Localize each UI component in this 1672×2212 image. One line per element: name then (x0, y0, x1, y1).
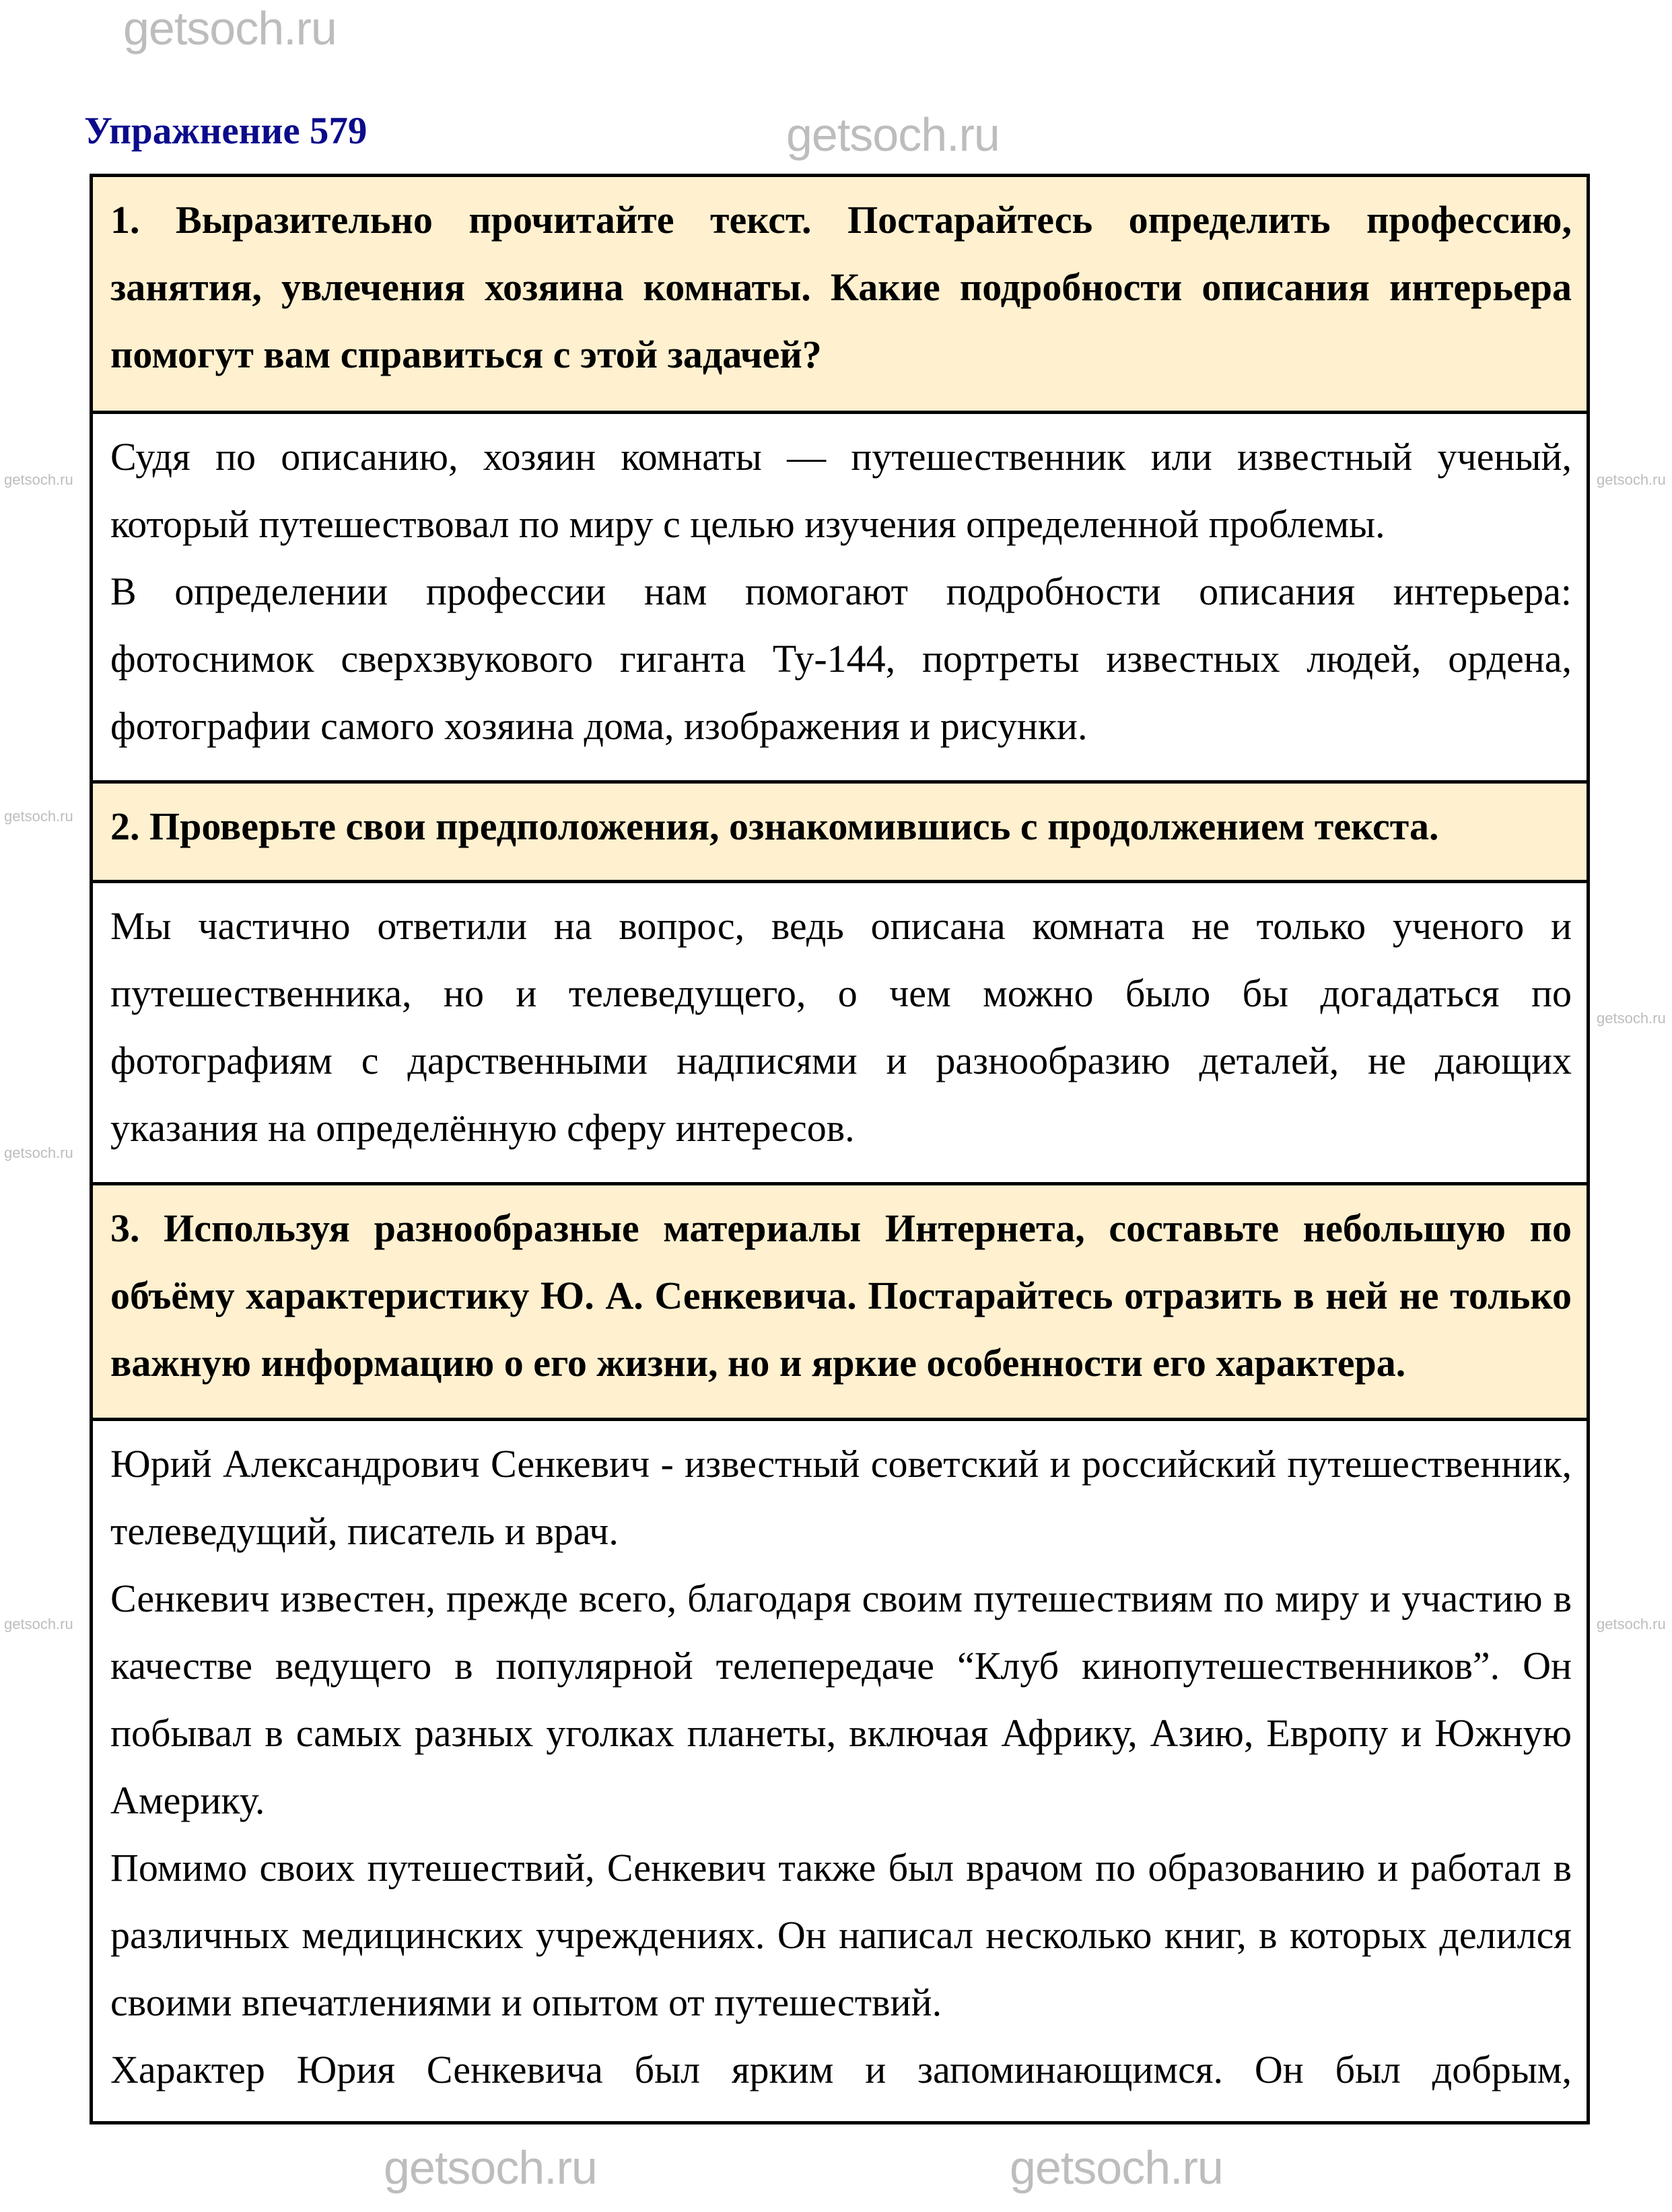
watermark: getsoch.ru (384, 2141, 597, 2194)
answer-paragraph: Сенкевич известен, прежде всего, благодаря своим путешествиям по миру и участию в качестве ведущего в популярной телепередаче “Клуб кинопутешественников”. Он побывал в самых разных уголках планеты, включая Африку, Азию, Европу и Южную Америку. (110, 1577, 1572, 1822)
answer-paragraph: В определении профессии нам помогают подробности описания интерьера: фотоснимок сверхзвукового гиганта Ту-144, портреты известных людей, ордена, фотографии самого хозяина дома, изображения и рисунки. (110, 569, 1572, 748)
watermark: getsoch.ru (786, 108, 1000, 161)
watermark: getsoch.ru (1597, 471, 1666, 488)
question-cell-1 (93, 177, 1587, 414)
answer-paragraph: Мы частично ответили на вопрос, ведь описана комната не только ученого и путешественника, но и телеведущего, о чем можно было бы догадаться по фотографиям с дарственными надписями и разнообразию деталей, не дающих указания на определённую сферу интересов. (110, 904, 1572, 1150)
question-text-2: 2. Проверьте свои предположения, ознакомившись с продолжением текста. (110, 804, 1439, 848)
answer-cell-2 (93, 883, 1587, 1185)
answer-paragraph: Помимо своих путешествий, Сенкевич также был врачом по образованию и работал в различных медицинских учреждениях. Он написал несколько книг, в которых делился своими впечатлениями и опытом от путешествий. (110, 1846, 1572, 2024)
watermark: getsoch.ru (1597, 1010, 1666, 1027)
question-text-3: 3. Используя разнообразные материалы Интернета, составьте небольшую по объёму характеристику Ю. А. Сенкевича. Постарайтесь отразить в ней не только важную информацию о его жизни, но и яркие особенности его характера. (110, 1206, 1572, 1385)
watermark: getsoch.ru (123, 2, 337, 55)
answer-cell-3 (93, 1421, 1587, 2124)
watermark: getsoch.ru (1010, 2141, 1223, 2194)
exercise-table (90, 174, 1590, 2124)
watermark: getsoch.ru (4, 1144, 73, 1161)
watermark: getsoch.ru (4, 1616, 73, 1632)
question-text-1: 1. Выразительно прочитайте текст. Постарайтесь определить профессию, занятия, увлечения хозяина комнаты. Какие подробности описания интерьера помогут вам справиться с этой задачей? (110, 198, 1572, 376)
exercise-title: Упражнение 579 (84, 110, 368, 152)
answer-paragraph: Юрий Александрович Сенкевич - известный советский и российский путешественник, телеведущий, писатель и врач. (110, 1442, 1572, 1553)
watermark: getsoch.ru (4, 808, 73, 825)
answer-paragraph: Судя по описанию, хозяин комнаты — путешественник или известный ученый, который путешествовал по миру с целью изучения определенной проблемы. (110, 435, 1572, 546)
answer-cell-1 (93, 414, 1587, 784)
watermark: getsoch.ru (4, 471, 73, 488)
watermark: getsoch.ru (1597, 1616, 1666, 1632)
question-cell-3 (93, 1185, 1587, 1421)
answer-paragraph: Характер Юрия Сенкевича был ярким и запоминающимся. Он был добрым, (110, 2048, 1572, 2092)
question-cell-2 (93, 784, 1587, 883)
